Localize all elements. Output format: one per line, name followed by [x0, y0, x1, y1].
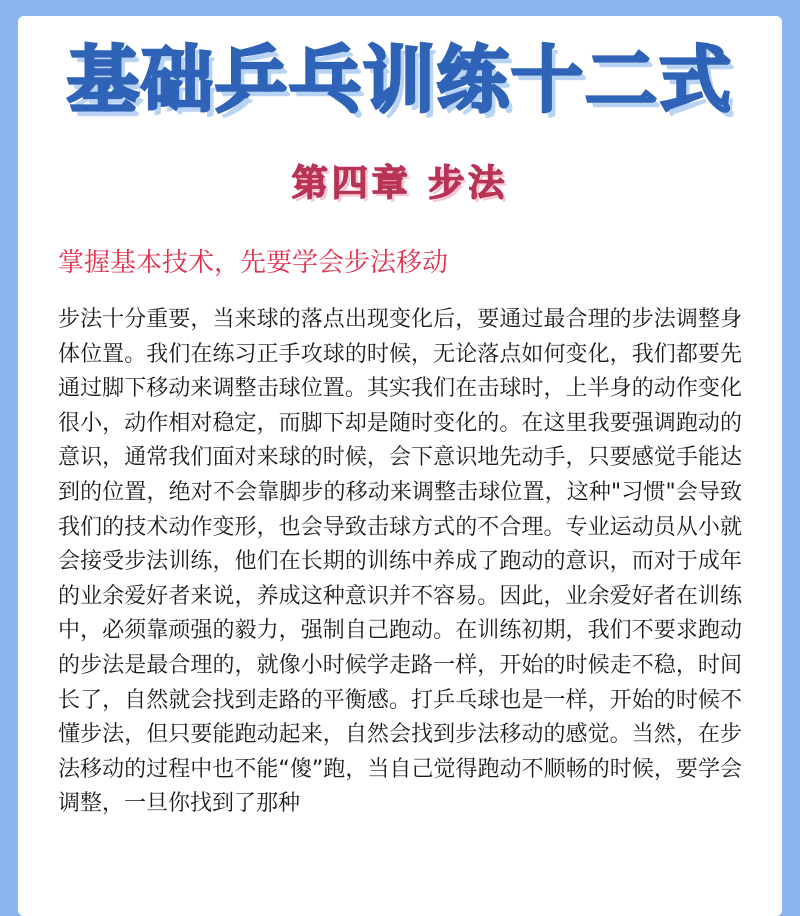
section-heading: 掌握基本技术，先要学会步法移动 — [58, 248, 449, 278]
chapter-title: 第四章 步法 — [291, 163, 509, 204]
page-title: 基础乒乓训练十二式 — [66, 38, 733, 122]
body-paragraph: 步法十分重要，当来球的落点出现变化后，要通过最合理的步法调整身体位置。我们在练习正手攻球的时候，无论落点如何变化，我们都要先通过脚下移动来调整击球位置。其实我们在击球时，上半身的动作变化很小，动作相对稳定，而脚下却是随时变化的。在这里我要强调跑动的意识，通常我们面对来球的时候，会下意识地先动手，只要感觉手能达到的位置，绝对不会靠脚步的移动来调整击球位置，这种"习惯"会导致我们的技术动作变形，也会导致击球方式的不合理。专业运动员从小就会接受步法训练，他们在长期的训练中养成了跑动的意识，而对于成年的业余爱好者来说，养成这种意识并不容易。因此，业余爱好者在训练中，必须靠顽强的毅力，强制自己跑动。在训练初期，我们不要求跑动的步法是最合理的，就像小时候学走路一样，开始的时候走不稳，时间长了，自然就会找到走路的平衡感。打乒乓球也是一样，开始的时候不懂步法，但只要能跑动起来，自然会找到步法移动的感觉。当然，在步法移动的过程中也不能“傻”跑，当自己觉得跑动不顺畅的时候，要学会调整，一旦你找到了那种 — [58, 307, 742, 817]
